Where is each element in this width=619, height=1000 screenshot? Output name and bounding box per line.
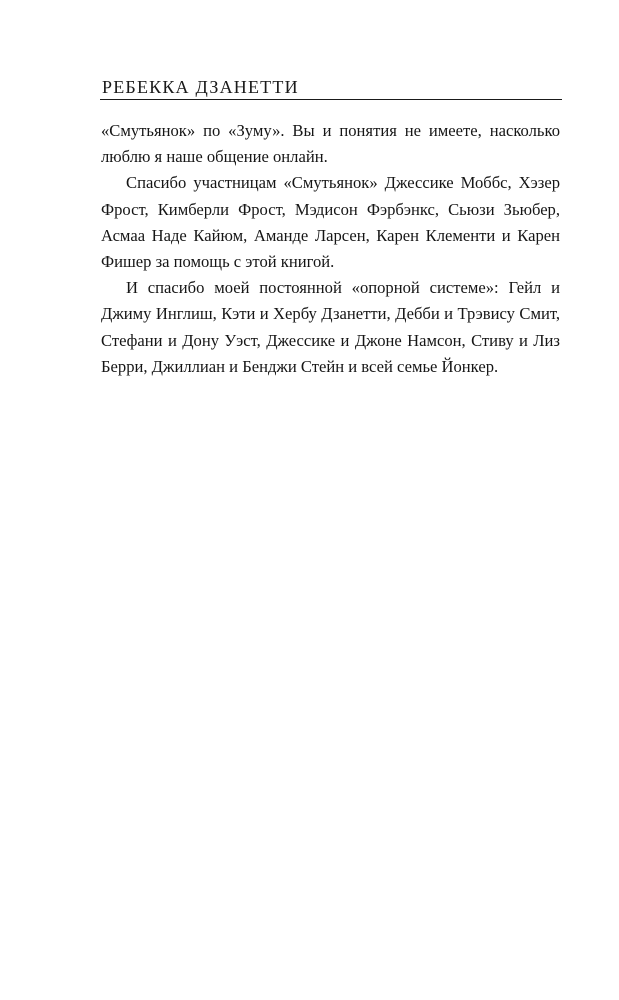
paragraph-thanks-support-system: И спасибо моей постоянной «опорной системе»: Гейл и Джиму Инглиш, Кэти и Хербу Дзанетти, Дебби и Трэвису Смит, Стефани и Дону Уэст, Джессике и Джоне Намсон, Стиву и Лиз Берри, Джиллиан и Бенджи Стейн и всей семье Йонкер. [101, 278, 560, 376]
paragraph-thanks-participants: Спасибо участницам «Смутьянок» Джессике Моббс, Хэзер Фрост, Кимберли Фрост, Мэдисон Фэрбэнкс, Сьюзи Зьюбер, Асмаа Наде Кайюм, Аманде Ларсен, Карен Клементи и Карен Фишер за помощь с этой книгой. [101, 173, 560, 272]
paragraph-continuation: «Смутьянок» по «Зуму». Вы и понятия не имеете, насколько люблю я наше общение онлайн. [101, 121, 560, 167]
page-body-text [101, 118, 560, 380]
header-rule [100, 99, 562, 100]
running-head-author: РЕБЕККА ДЗАНЕТТИ [102, 77, 299, 97]
